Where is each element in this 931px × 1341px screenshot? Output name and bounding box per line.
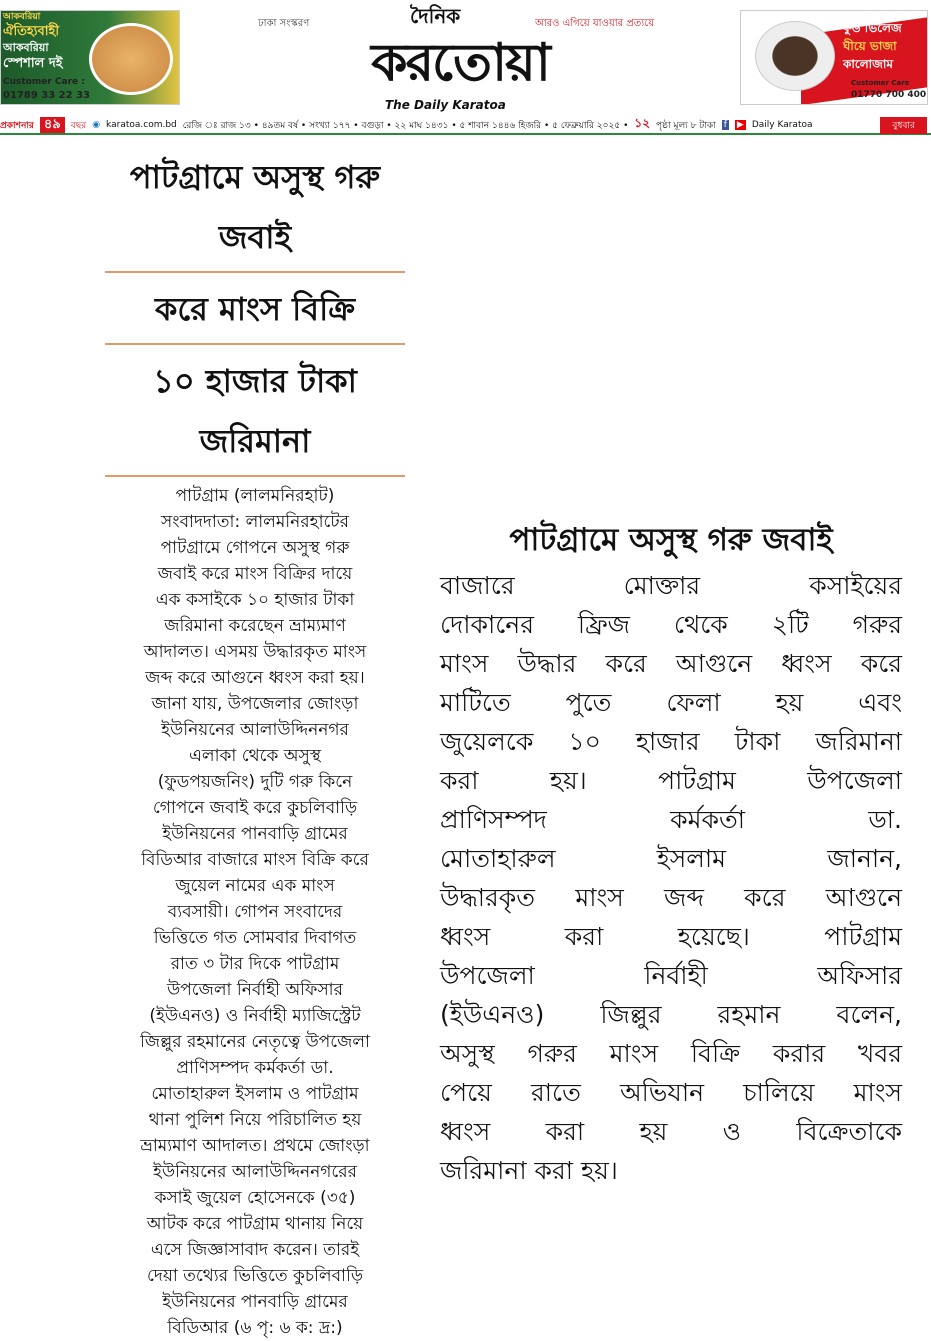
article-line: কসাই জুয়েল হোসেনকে (৩৫) (154, 1188, 356, 1208)
price: পৃষ্ঠা মূল্য ৮ টাকা (656, 120, 716, 131)
article-column (105, 147, 405, 1341)
ad-phone: 01789 33 22 33 (3, 90, 90, 101)
article-line: এলাকা থেকে অসুস্থ (189, 746, 321, 766)
logo-top: দৈনিক (410, 4, 461, 28)
article-line: আদালত। এসময় উদ্ধারকৃত মাংস (143, 642, 367, 662)
article-line: জব্দ করে আগুনে ধ্বংস করা হয়। (145, 668, 365, 688)
continuation-line: মোতাহারুল ইসলাম জানান, (440, 844, 902, 873)
article-line: বিডিআর বাজারে মাংস বিক্রি করে (141, 850, 369, 870)
article-line: থানা পুলিশ নিয়ে পরিচালিত হয় (148, 1110, 362, 1130)
divider (105, 475, 405, 477)
divider (105, 343, 405, 345)
social-handle: Daily Karatoa (751, 120, 813, 130)
article-line: জবাই করে মাংস বিক্রির দায়ে (157, 564, 353, 584)
ad-phone: 01770 700 400 (851, 90, 927, 100)
continuation-headline: পাটগ্রামে অসুস্থ গরু জবাই (509, 522, 833, 558)
continuation-line: ধ্বংস করা হয়েছে। পাটগ্রাম (440, 922, 902, 951)
years-prefix: প্রকাশনার (0, 120, 34, 131)
article-line: সংবাদদাতা: লালমনিরহাটের (161, 512, 349, 532)
continuation-line: উদ্ধারকৃত মাংস জব্দ করে আগুনে (440, 883, 902, 912)
website-link[interactable]: karatoa.com.bd (106, 120, 177, 130)
globe-icon: ◉ (92, 120, 101, 130)
youtube-icon[interactable]: ▶ (736, 120, 744, 130)
doi-image (89, 23, 173, 95)
continuation-line: প্রাণিসম্পদ কর্মকর্তা ডা. (440, 805, 902, 834)
continuation-line: জরিমানা করা হয়। (440, 1156, 618, 1185)
years-suffix: বছর (70, 120, 87, 131)
ad-line: স্পেশাল দই (3, 56, 63, 71)
issue-details: রেজি ঃ রাজ ১৩ • ৪৯তম বর্ষ • সংখ্যা ১৭৭ • বগুড়া • ২২ মাঘ ১৪৩১ • ৫ শাবান ১৪৪৬ হিজরি • ৫ ফেব্রুয়ারি ২০২৫ • (182, 120, 629, 131)
article-line: (ইউএনও) ও নির্বাহী ম্যাজিস্ট্রেট (149, 1006, 361, 1026)
advertisement-right[interactable] (740, 10, 928, 105)
article-line: ব্যবসায়ী। গোপন সংবাদের (167, 902, 343, 922)
article-body (105, 483, 405, 1341)
article-line: আটক করে পাটগ্রাম থানায় নিয়ে (146, 1214, 364, 1234)
tagline: আরও এগিয়ে যাওয়ার প্রত্যয়ে (535, 18, 655, 29)
article-line: ইউনিয়নের আলাউদ্দিননগরের (153, 1162, 357, 1182)
continuation-line: বাজারে মোক্তার কসাইয়ের (440, 571, 902, 600)
info-bar (0, 117, 931, 135)
day-badge: বুধবার (880, 117, 927, 134)
ad-line: আকবরিয়া (3, 41, 49, 54)
article-line: জানা যায়, উপজেলার জোংড়া (151, 694, 359, 714)
ad-brand: আকবরিয়া (3, 12, 41, 22)
ad-line: কালোজাম (843, 57, 893, 71)
headline-line-2: করে মাংস বিক্রি (155, 290, 355, 328)
advertisement-left[interactable] (0, 10, 180, 105)
article-line: এক কসাইকে ১০ হাজার টাকা (155, 590, 355, 610)
article-line: জরিমানা করেছেন ভ্রাম্যমাণ (164, 616, 346, 636)
article-line: ভিত্তিতে গত সোমবার দিবাগত (153, 928, 357, 948)
article-line: জিল্লুর রহমানের নেতৃত্বে উপজেলা (140, 1032, 370, 1052)
page-count: ১২ (634, 116, 650, 130)
headline-line-3: ১০ হাজার টাকা জরিমানা (153, 362, 357, 460)
article-line: ইউনিয়নের পানবাড়ি গ্রামের (162, 1292, 348, 1312)
headline-line-1: পাটগ্রামে অসুস্থ গরু জবাই (129, 158, 381, 256)
ad-customer-care: Customer Care (851, 79, 910, 87)
article-line: (ফুডপয়জনিং) দুটি গরু কিনে (157, 772, 353, 792)
article-line: প্রাণিসম্পদ কর্মকর্তা ডা. (176, 1058, 334, 1078)
ad-line: ফুড ভিলেজ (843, 21, 902, 35)
continuation-line: মাটিতে পুতে ফেলা হয় এবং (440, 688, 902, 717)
continuation-line: করা হয়। পাটগ্রাম উপজেলা (440, 766, 902, 795)
ad-line: ঐতিহ্যবাহী (3, 24, 60, 39)
newspaper-logo: করতোয়া (371, 33, 549, 93)
continuation-line: পেয়ে রাতে অভিযান চালিয়ে মাংস (440, 1078, 902, 1107)
article-line: ইউনিয়নের পানবাড়ি গ্রামের (162, 824, 348, 844)
kalojam-image (755, 21, 835, 91)
continuation-line: অসুস্থ গরুর মাংস বিক্রি করার খবর (440, 1039, 902, 1068)
article-line: মোতাহারুল ইসলাম ও পাটগ্রাম (151, 1084, 359, 1104)
continuation-line: মাংস উদ্ধার করে আগুনে ধ্বংস করে (440, 649, 902, 678)
article-line: এসে জিজ্ঞাসাবাদ করেন। তারই (150, 1240, 360, 1260)
continuation-line: দোকানের ফ্রিজ থেকে ২টি গরুর (440, 610, 902, 639)
years-badge: ৪৯ (40, 117, 65, 133)
article-line: বিডিআর (৬ পৃ: ৬ ক: দ্র:) (167, 1318, 343, 1338)
edition-label: ঢাকা সংস্করণ (258, 18, 310, 29)
article-line: জুয়েল নামের এক মাংস (175, 876, 335, 896)
continuation-column (440, 518, 902, 1190)
continuation-line: উপজেলা নির্বাহী অফিসার (440, 961, 902, 990)
continuation-line: জুয়েলকে ১০ হাজার টাকা জরিমানা (440, 727, 902, 756)
english-name: The Daily Karatoa (385, 98, 506, 112)
article-line: ইউনিয়নের আলাউদ্দিননগর (161, 720, 349, 740)
article-line: গোপনে জবাই করে কুচলিবাড়ি (152, 798, 358, 818)
divider (105, 271, 405, 273)
article-line: ভ্রাম্যমাণ আদালত। প্রথমে জোংড়া (140, 1136, 370, 1156)
continuation-body (440, 566, 902, 1190)
facebook-icon[interactable]: f (723, 120, 727, 130)
continuation-line: (ইউএনও) জিল্লুর রহমান বলেন, (440, 1000, 902, 1029)
ad-line: ঘীয়ে ভাজা (843, 39, 897, 53)
article-line: দেয়া তথ্যের ভিত্তিতে কুচলিবাড়ি (147, 1266, 363, 1286)
article-line: পাটগ্রাম (লালমনিরহাট) (175, 486, 335, 506)
ad-customer-care: Customer Care : (3, 77, 85, 87)
article-line: রাত ৩ টার দিকে পাটগ্রাম (170, 954, 340, 974)
article-line: পাটগ্রামে গোপনে অসুস্থ গরু (160, 538, 350, 558)
article-line: উপজেলা নির্বাহী অফিসার (167, 980, 343, 1000)
continuation-line: ধ্বংস করা হয় ও বিক্রেতাকে (440, 1117, 902, 1146)
